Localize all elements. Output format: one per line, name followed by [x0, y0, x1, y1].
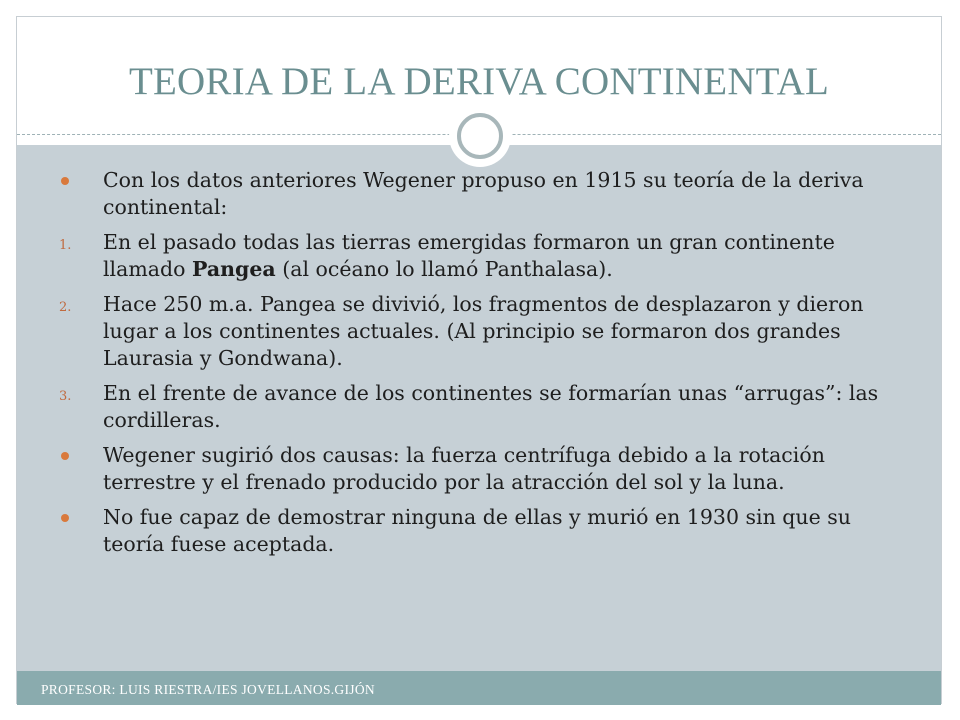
item-text: Wegener sugirió dos causas: la fuerza centrífuga debido a la rotación terrestre y el frenado producido por la atracción del sol y la luna.	[103, 443, 825, 494]
item-text-after: (al océano lo llamó Panthalasa).	[275, 257, 613, 281]
slide	[16, 16, 942, 704]
list-item	[59, 167, 899, 221]
bullet-list	[59, 167, 899, 566]
slide-title: TEORIA DE LA DERIVA CONTINENTAL	[129, 60, 829, 103]
item-bold-text: Pangea	[191, 257, 276, 281]
bullet-icon	[61, 452, 69, 460]
list-item	[59, 291, 899, 372]
list-item	[59, 380, 899, 434]
list-item	[59, 442, 899, 496]
footer-bar	[17, 671, 941, 705]
item-text: En el pasado todas las tierras emergidas formaron un gran continente llamado	[103, 230, 835, 281]
list-item	[59, 504, 899, 558]
bullet-icon	[61, 177, 69, 185]
item-number: 2.	[59, 300, 72, 315]
item-text: En el frente de avance de los continentes se formarían unas “arrugas”: las cordilleras.	[103, 381, 879, 432]
circle-ring-icon	[457, 113, 503, 159]
item-number: 3.	[59, 389, 72, 404]
item-text: No fue capaz de demostrar ninguna de ellas y murió en 1930 sin que su teoría fuese aceptada.	[103, 505, 851, 556]
item-number: 1.	[59, 238, 72, 253]
footer-text: PROFESOR: LUIS RIESTRA/IES JOVELLANOS.GIJÓN	[41, 682, 375, 697]
item-text: Con los datos anteriores Wegener propuso en 1915 su teoría de la deriva continental:	[103, 168, 864, 219]
list-item	[59, 229, 899, 283]
item-text: Hace 250 m.a. Pangea se divivió, los fragmentos de desplazaron y dieron lugar a los continentes actuales. (Al principio se formaron dos grandes Laurasia y Gondwana).	[103, 292, 864, 370]
bullet-icon	[61, 514, 69, 522]
